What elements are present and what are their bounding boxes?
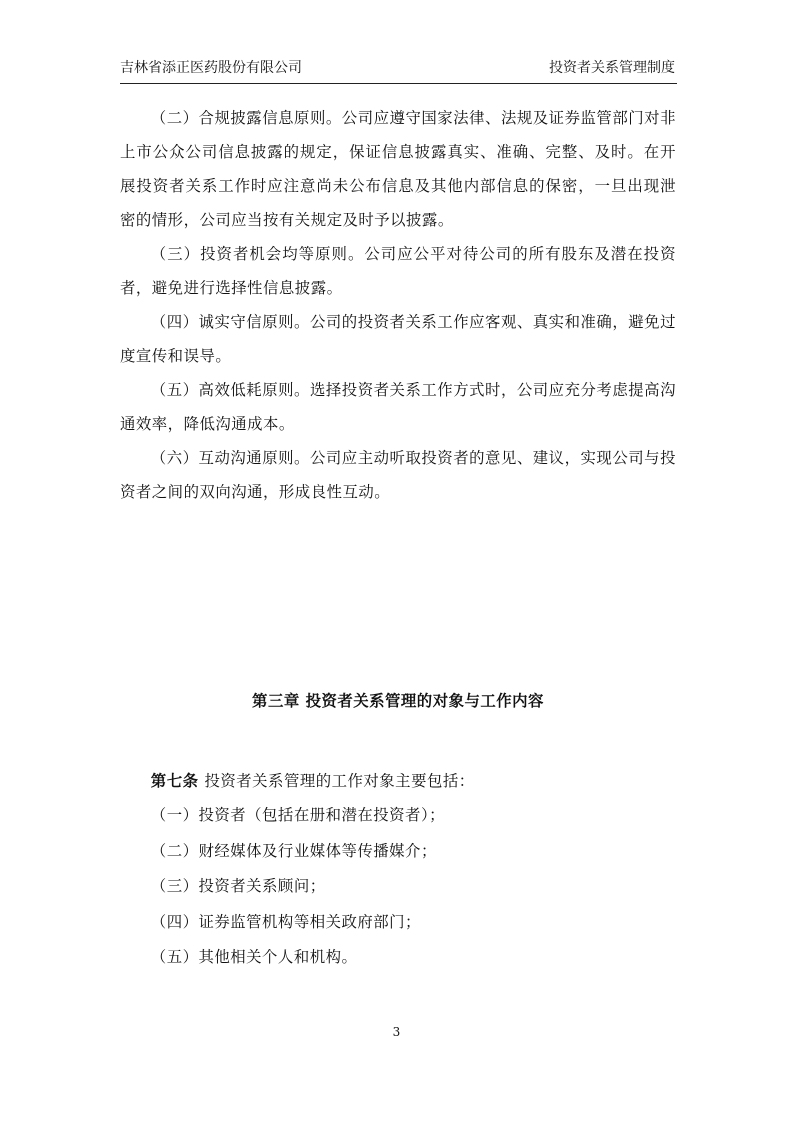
paragraph-efficiency: （五）高效低耗原则。选择投资者关系工作方式时，公司应充分考虑提高沟通效率，降低沟通成本。 [120, 381, 676, 433]
article-text: 投资者关系管理的工作对象主要包括： [204, 772, 475, 790]
article-seven [120, 764, 676, 976]
list-item: （四）证券监管机构等相关政府部门； [150, 912, 421, 931]
paragraph-honesty: （四）诚实守信原则。公司的投资者关系工作应客观、真实和准确，避免过度宣传和误导。 [120, 313, 676, 365]
list-item: （一）投资者（包括在册和潜在投资者）； [150, 806, 446, 824]
page-header [120, 55, 677, 84]
header-company-name: 吉林省添正医药股份有限公司 [120, 60, 302, 76]
paragraph-equal-opportunity: （三）投资者机会均等原则。公司应公平对待公司的所有股东及潜在投资者，避免进行选择性信息披露。 [120, 245, 676, 297]
page-number: 3 [392, 1025, 401, 1039]
article-number: 第七条 [150, 772, 199, 790]
list-item: （二）财经媒体及行业媒体等传播媒介； [150, 841, 437, 860]
article-line [120, 764, 676, 798]
header-document-title: 投资者关系管理制度 [549, 60, 675, 76]
paragraph-interactive-communication: （六）互动沟通原则。公司应主动听取投资者的意见、建议，实现公司与投资者之间的双向沟通，形成良性互动。 [120, 449, 676, 501]
paragraph-compliant-disclosure: （二）合规披露信息原则。公司应遵守国家法律、法规及证券监管部门对非上市公众公司信息披露的规定，保证信息披露真实、准确、完整、及时。在开展投资者关系工作时应注意尚未公布信息及其他内部信息的保密，一旦出现泄密的情形，公司应当按有关规定及时予以披露。 [120, 109, 676, 229]
list-item: （三）投资者关系顾问； [150, 877, 326, 895]
chapter-heading: 第三章 投资者关系管理的对象与工作内容 [252, 692, 544, 710]
list-item: （五）其他相关个人和机构。 [150, 948, 358, 966]
body-paragraphs [120, 101, 676, 509]
